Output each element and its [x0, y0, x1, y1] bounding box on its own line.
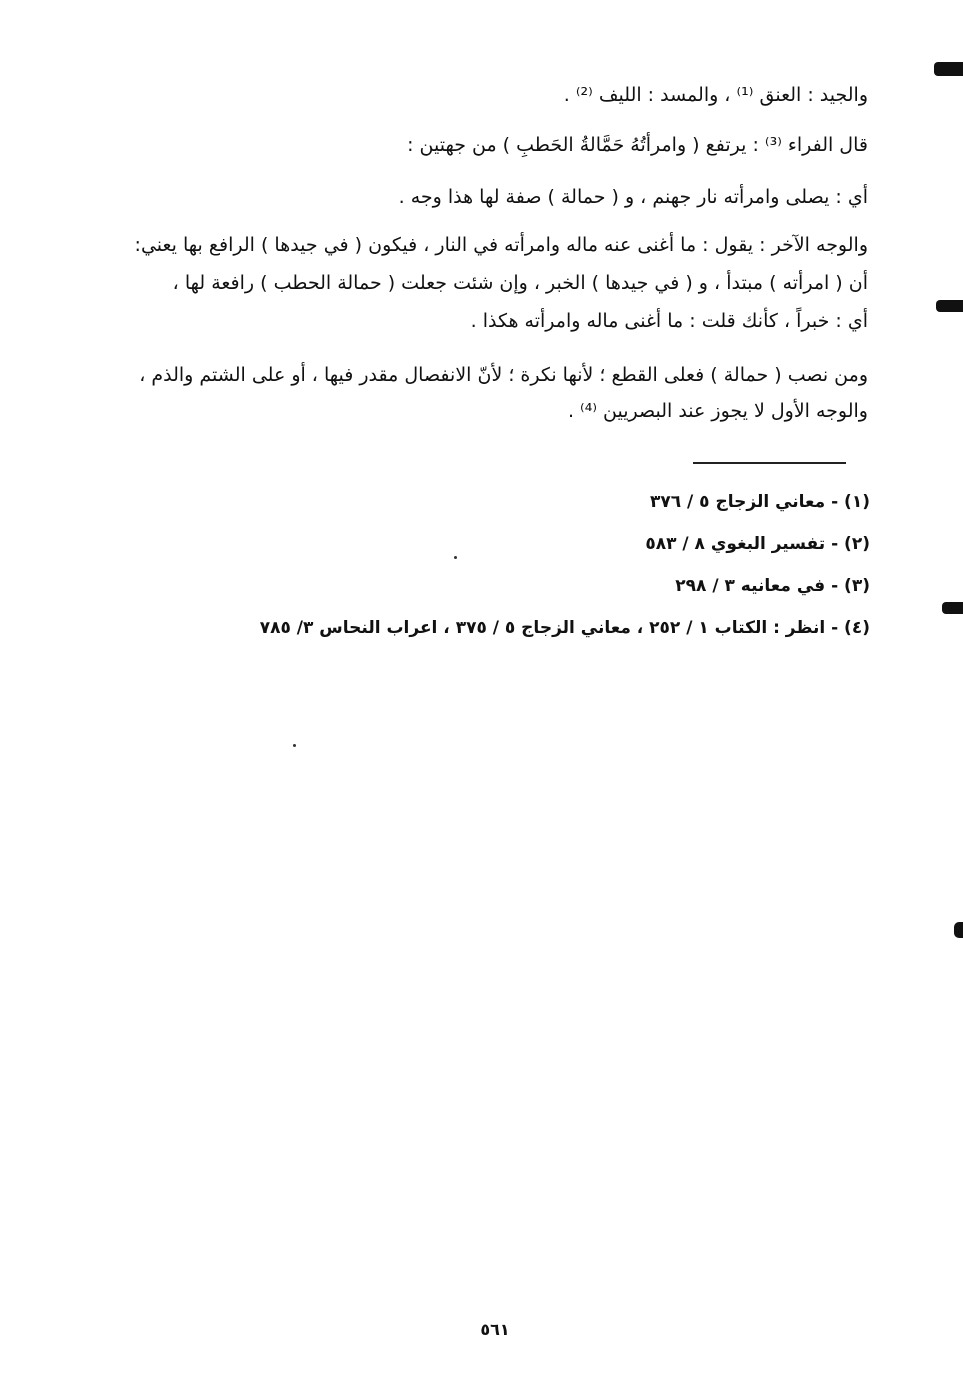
paragraph-3: [68, 182, 868, 212]
scan-speck: [454, 556, 457, 559]
footnote-divider: [693, 462, 846, 464]
text-line: أي : خبراً ، كأنك قلت : ما أغنى ماله وامرأته هكذا .: [470, 310, 868, 332]
scan-mark: [936, 300, 963, 312]
scan-mark: [934, 62, 963, 76]
text-line: والوجه الآخر : يقول : ما أغنى عنه ماله وامرأته في النار ، فيكون ( في جيدها ) الرافع بها يعني:: [134, 234, 868, 256]
text-line: أي : يصلى وامرأته نار جهنم ، و ( حمالة ) صفة لها هذا وجه .: [398, 186, 868, 208]
text-line: أن ( امرأته ) مبتدأ ، و ( في جيدها ) الخبر ، وإن شئت جعلت ( حمالة الحطب ) رافعة لها ،: [172, 272, 868, 294]
footnote-3: (٣) - في معانيه ٣ / ٢٩٨: [675, 576, 870, 596]
paragraph-5: [68, 360, 868, 426]
scan-mark: [954, 922, 963, 938]
text-line: والجيد : العنق ⁽¹⁾ ، والمسد : الليف ⁽²⁾ .: [563, 84, 868, 106]
footnote-2: (٢) - تفسير البغوي ٨ / ٥٨٣: [645, 534, 870, 554]
footnotes: [110, 488, 870, 656]
scan-mark: [942, 602, 963, 614]
scan-speck: [293, 744, 296, 747]
footnote-4: (٤) - انظر : الكتاب ١ / ٢٥٢ ، معاني الزجاج ٥ / ٣٧٥ ، اعراب النحاس ٣/ ٧٨٥: [259, 618, 870, 638]
page-number: ٥٦١: [480, 1320, 510, 1339]
text-line: قال الفراء ⁽³⁾ : يرتفع ( وامرأتُهُ حَمَّالةُ الحَطبِ ) من جهتين :: [407, 134, 868, 156]
paragraph-2: [68, 130, 868, 160]
paragraph-4: [68, 230, 868, 336]
footnote-1: (١) - معاني الزجاج ٥ / ٣٧٦: [649, 492, 870, 512]
paragraph-1: [68, 80, 868, 110]
text-line: والوجه الأول لا يجوز عند البصريين ⁽⁴⁾ .: [567, 400, 868, 422]
text-line: ومن نصب ( حمالة ) فعلى القطع ؛ لأنها نكرة ؛ لأنّ الانفصال مقدر فيها ، أو على الشتم والذم ،: [139, 364, 868, 386]
